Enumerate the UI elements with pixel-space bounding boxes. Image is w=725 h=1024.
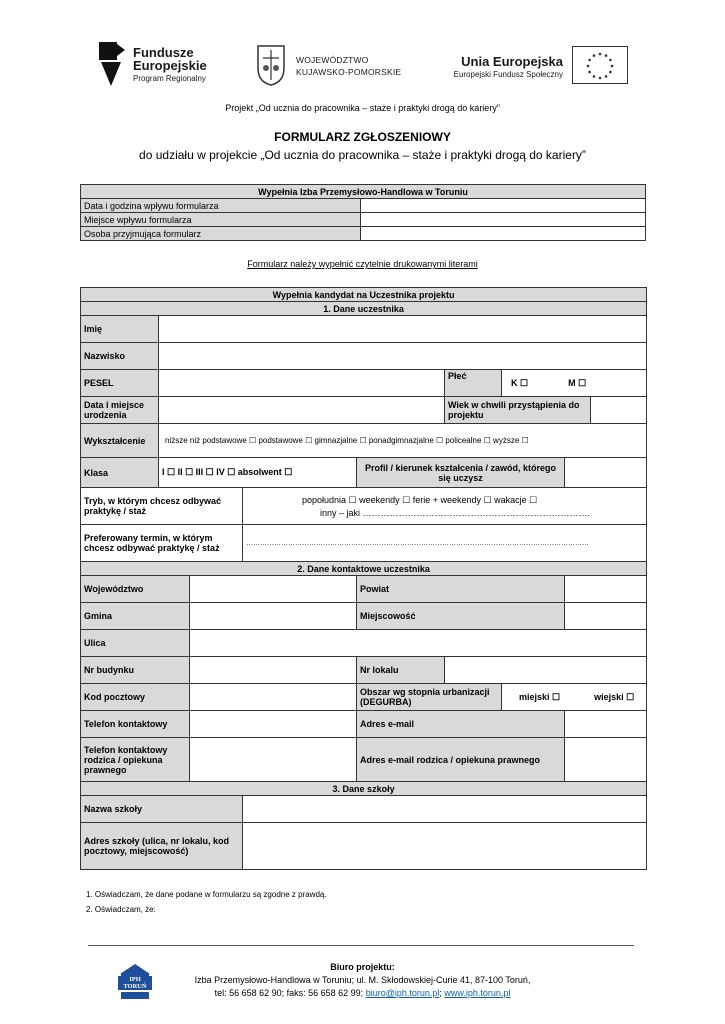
plec-m-checkbox[interactable]: M ☐ bbox=[568, 377, 587, 388]
tryb-options[interactable] bbox=[243, 488, 647, 525]
gmina-field[interactable] bbox=[190, 603, 357, 630]
tryb-label: Tryb, w którym chcesz odbywać praktykę / staż bbox=[81, 488, 243, 525]
office-row-value[interactable] bbox=[361, 227, 646, 241]
plec-options[interactable] bbox=[502, 370, 647, 397]
declaration-1: 1. Oświadczam, że dane podane w formularzu są zgodne z prawdą. bbox=[86, 890, 327, 899]
adres-szkoly-label: Adres szkoły (ulica, nr lokalu, kod pocztowy, miejscowość) bbox=[81, 823, 243, 870]
ue-subtitle: Europejski Fundusz Społeczny bbox=[453, 70, 563, 79]
wyksztalcenie-options[interactable]: niższe niż podstawowe ☐ podstawowe ☐ gimnazjalne ☐ ponadgimnazjalne ☐ policealne ☐ wyższe ☐ bbox=[159, 424, 647, 458]
pesel-label: PESEL bbox=[81, 370, 159, 397]
office-table-header: Wypełnia Izba Przemysłowo-Handlowa w Toruniu bbox=[81, 185, 646, 199]
termin-field[interactable]: ………………………………………………………………………………………………………………………………… bbox=[243, 525, 647, 562]
nazwa-szkoly-label: Nazwa szkoły bbox=[81, 796, 243, 823]
profil-field[interactable] bbox=[565, 458, 647, 488]
candidate-table-header: Wypełnia kandydat na Uczestnika projektu bbox=[81, 288, 647, 302]
termin-label: Preferowany termin, w którym chcesz odbywać praktykę / staż bbox=[81, 525, 243, 562]
form-subtitle: do udziału w projekcie „Od ucznia do pracownika – staże i praktyki drogą do kariery” bbox=[139, 148, 586, 162]
footer-contact bbox=[0, 988, 725, 998]
gmina-label: Gmina bbox=[81, 603, 190, 630]
klasa-options[interactable]: I ☐ II ☐ III ☐ IV ☐ absolwent ☐ bbox=[159, 458, 357, 488]
ue-title: Unia Europejska bbox=[461, 54, 563, 69]
email-label: Adres e-mail bbox=[357, 711, 565, 738]
footer-www-link[interactable]: www.iph.torun.pl bbox=[444, 988, 511, 998]
kp-crest-icon bbox=[256, 44, 286, 86]
tryb-inny[interactable]: inny – jaki …………………………………………………………………. bbox=[320, 507, 591, 518]
kp-line-1: WOJEWÓDZTWO bbox=[296, 55, 369, 65]
candidate-table bbox=[80, 287, 647, 870]
footer-address: Izba Przemysłowo-Handlowa w Toruniu; ul. M. Skłodowskiej-Curie 41, 87-100 Toruń, bbox=[194, 975, 531, 985]
wyksztalcenie-label: Wykształcenie bbox=[81, 424, 159, 458]
footer-title: Biuro projektu: bbox=[330, 962, 395, 972]
miejski-checkbox[interactable]: miejski ☐ bbox=[519, 691, 561, 702]
office-table bbox=[80, 184, 646, 241]
ulica-field[interactable] bbox=[190, 630, 647, 657]
plec-label: Płeć bbox=[445, 370, 502, 397]
klasa-label: Klasa bbox=[81, 458, 159, 488]
iph-logo-text: IPH TORUŃ bbox=[118, 976, 152, 990]
nr-budynku-label: Nr budynku bbox=[81, 657, 190, 684]
instruction: Formularz należy wypełnić czytelnie drukowanymi literami bbox=[247, 259, 478, 269]
declaration-2: 2. Oświadczam, że: bbox=[86, 905, 156, 914]
obszar-label: Obszar wg stopnia urbanizacji (DEGURBA) bbox=[357, 684, 502, 711]
wiek-field[interactable] bbox=[591, 397, 647, 424]
adres-szkoly-field[interactable] bbox=[243, 823, 647, 870]
footer-phone: tel: 56 658 62 90; faks: 56 658 62 99; bbox=[214, 988, 366, 998]
powiat-label: Powiat bbox=[357, 576, 565, 603]
wojewodztwo-field[interactable] bbox=[190, 576, 357, 603]
office-row-label: Data i godzina wpływu formularza bbox=[81, 199, 361, 213]
email-field[interactable] bbox=[565, 711, 647, 738]
miejscowosc-field[interactable] bbox=[565, 603, 647, 630]
profil-label: Profil / kierunek kształcenia / zawód, którego się uczysz bbox=[357, 458, 565, 488]
nr-lokalu-label: Nr lokalu bbox=[357, 657, 445, 684]
footer-email-link[interactable]: biuro@iph.torun.pl bbox=[365, 988, 440, 998]
wojewodztwo-label: Województwo bbox=[81, 576, 190, 603]
office-row-label: Osoba przyjmująca formularz bbox=[81, 227, 361, 241]
imie-field[interactable] bbox=[159, 316, 647, 343]
pesel-field[interactable] bbox=[159, 370, 445, 397]
footer-divider bbox=[88, 945, 634, 946]
nazwisko-label: Nazwisko bbox=[81, 343, 159, 370]
nazwa-szkoly-field[interactable] bbox=[243, 796, 647, 823]
office-row-value[interactable] bbox=[361, 199, 646, 213]
telefon-label: Telefon kontaktowy bbox=[81, 711, 190, 738]
miejscowosc-label: Miejscowość bbox=[357, 603, 565, 630]
fe-subtitle: Program Regionalny bbox=[133, 74, 206, 83]
nr-lokalu-field[interactable] bbox=[445, 657, 647, 684]
section-3-header: 3. Dane szkoły bbox=[81, 782, 647, 796]
imie-label: Imię bbox=[81, 316, 159, 343]
telefon-rodzica-field[interactable] bbox=[190, 738, 357, 782]
wiejski-checkbox[interactable]: wiejski ☐ bbox=[594, 691, 635, 702]
data-urodzenia-label: Data i miejsce urodzenia bbox=[81, 397, 159, 424]
nazwisko-field[interactable] bbox=[159, 343, 647, 370]
footer-separator: ; bbox=[439, 988, 445, 998]
kod-field[interactable] bbox=[190, 684, 357, 711]
section-1-header: 1. Dane uczestnika bbox=[81, 302, 647, 316]
project-line: Projekt „Od ucznia do pracownika – staże i praktyki drogą do kariery” bbox=[225, 103, 500, 113]
fe-logo bbox=[97, 40, 227, 90]
data-urodzenia-field[interactable] bbox=[159, 397, 445, 424]
tryb-checkboxes[interactable]: popołudnia ☐ weekendy ☐ ferie + weekendy ☐ wakacje ☐ bbox=[302, 494, 538, 505]
nr-budynku-field[interactable] bbox=[190, 657, 357, 684]
telefon-rodzica-label: Telefon kontaktowy rodzica / opiekuna prawnego bbox=[81, 738, 190, 782]
telefon-field[interactable] bbox=[190, 711, 357, 738]
kod-label: Kod pocztowy bbox=[81, 684, 190, 711]
office-row-value[interactable] bbox=[361, 213, 646, 227]
eu-flag-icon bbox=[572, 46, 628, 84]
kp-logo bbox=[256, 44, 416, 88]
fe-logo-icon bbox=[97, 40, 127, 88]
ue-logo bbox=[438, 46, 628, 86]
ulica-label: Ulica bbox=[81, 630, 190, 657]
fe-title-1: Fundusze bbox=[133, 45, 194, 60]
plec-k-checkbox[interactable]: K ☐ bbox=[511, 377, 529, 388]
powiat-field[interactable] bbox=[565, 576, 647, 603]
email-rodzica-label: Adres e-mail rodzica / opiekuna prawnego bbox=[357, 738, 565, 782]
kp-line-2: KUJAWSKO-POMORSKIE bbox=[296, 67, 402, 77]
office-row-label: Miejsce wpływu formularza bbox=[81, 213, 361, 227]
fe-title-2: Europejskie bbox=[133, 58, 207, 73]
form-title: FORMULARZ ZGŁOSZENIOWY bbox=[274, 130, 451, 144]
obszar-options[interactable] bbox=[502, 684, 647, 711]
email-rodzica-field[interactable] bbox=[565, 738, 647, 782]
wiek-label: Wiek w chwili przystąpienia do projektu bbox=[445, 397, 591, 424]
section-2-header: 2. Dane kontaktowe uczestnika bbox=[81, 562, 647, 576]
